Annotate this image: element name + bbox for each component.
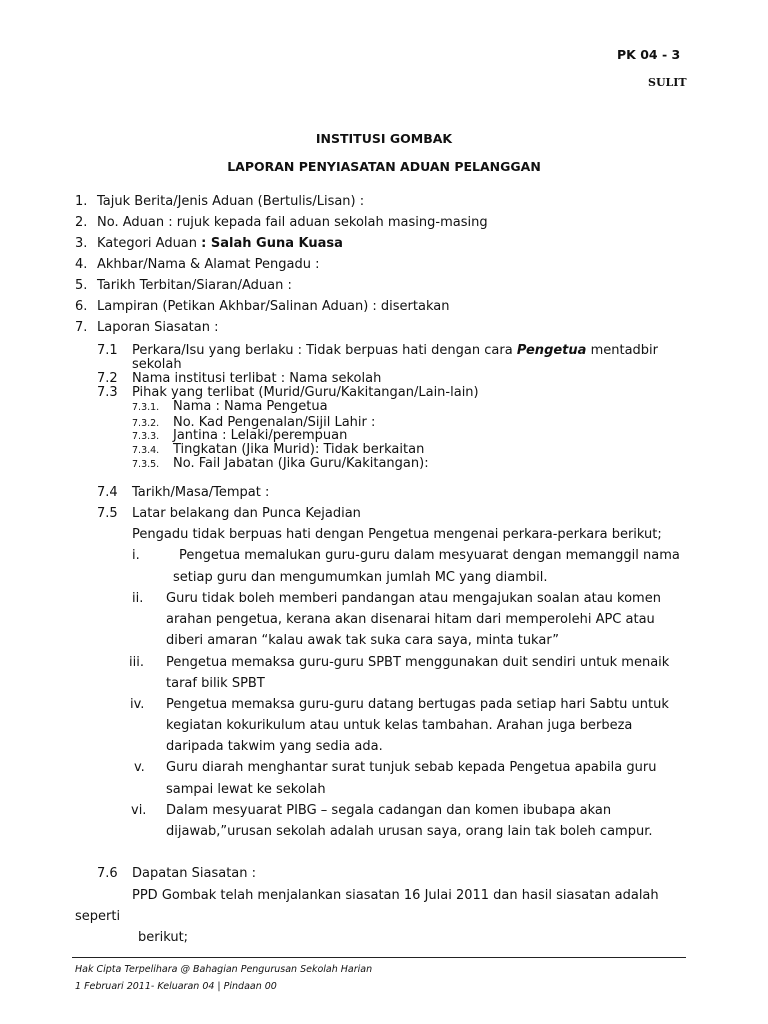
- list-item: [75, 299, 87, 314]
- subitem-number: 7.3.5.: [132, 459, 160, 470]
- section-7-5-text: Latar belakang dan Punca Kejadian: [132, 506, 361, 521]
- item-text: Tarikh Terbitan/Siaran/Aduan :: [97, 278, 292, 293]
- findings-line: seperti: [75, 909, 121, 924]
- point-line: kegiatan kokurikulum atau untuk kelas tambahan. Arahan juga berbeza: [166, 718, 633, 733]
- subitem-number: 7.3.3.: [132, 431, 160, 442]
- section-number: 7.5: [97, 506, 118, 521]
- section-7-6-text: Dapatan Siasatan :: [132, 866, 257, 881]
- section-7-1-cont: sekolah: [132, 357, 182, 372]
- item-text: [97, 236, 343, 251]
- item-text: Akhbar/Nama & Alamat Pengadu :: [97, 257, 320, 272]
- subitem-text: No. Kad Pengenalan/Sijil Lahir :: [173, 415, 376, 430]
- report-title: LAPORAN PENYIASATAN ADUAN PELANGGAN: [227, 159, 541, 174]
- point-number: ii.: [132, 591, 144, 606]
- item-number: 5.: [75, 278, 88, 293]
- findings-line: berikut;: [138, 930, 189, 945]
- footer-divider: [72, 957, 686, 958]
- item-text: No. Aduan : rujuk kepada fail aduan sekolah masing-masing: [97, 215, 488, 230]
- point-line: taraf bilik SPBT: [166, 676, 265, 691]
- subitem-text: Tingkatan (Jika Murid): Tidak berkaitan: [173, 442, 425, 457]
- category-value: : Salah Guna Kuasa: [201, 236, 343, 251]
- point-line: Guru tidak boleh memberi pandangan atau mengajukan soalan atau komen: [166, 591, 661, 606]
- list-item: [75, 257, 87, 272]
- point-number: i.: [132, 548, 140, 563]
- point-line: arahan pengetua, kerana akan disenarai hitam dari memperolehi APC atau: [166, 612, 655, 627]
- subitem-number: 7.3.2.: [132, 418, 160, 429]
- section-7-2-text: Nama institusi terlibat : Nama sekolah: [132, 371, 382, 386]
- section-7-1-text: [132, 343, 658, 358]
- emphasis-text: Pengetua: [516, 343, 587, 358]
- findings-line: PPD Gombak telah menjalankan siasatan 16 Julai 2011 dan hasil siasatan adalah: [132, 888, 659, 903]
- item-number: 6.: [75, 299, 88, 314]
- classification-label: SULIT: [648, 76, 687, 89]
- item-text: Tajuk Berita/Jenis Aduan (Bertulis/Lisan) :: [97, 194, 365, 209]
- item-number: 7.: [75, 320, 88, 335]
- subitem-number: 7.3.1.: [132, 402, 160, 413]
- footer-edition: 1 Februari 2011- Keluaran 04 | Pindaan 00: [75, 981, 277, 992]
- subitem-text: No. Fail Jabatan (Jika Guru/Kakitangan):: [173, 456, 429, 471]
- point-line: daripada takwim yang sedia ada.: [166, 739, 383, 754]
- point-number: vi.: [131, 803, 147, 818]
- point-number: v.: [134, 760, 145, 775]
- subitem-number: 7.3.4.: [132, 445, 160, 456]
- section-7-5-intro: Pengadu tidak berpuas hati dengan Pengetua mengenai perkara-perkara berikut;: [132, 527, 662, 542]
- point-line: setiap guru dan mengumumkan jumlah MC yang diambil.: [173, 570, 548, 585]
- list-item: [75, 320, 87, 335]
- item-number: 4.: [75, 257, 88, 272]
- section-number: 7.4: [97, 485, 118, 500]
- list-item: [75, 194, 87, 209]
- point-line: Pengetua memaksa guru-guru datang bertugas pada setiap hari Sabtu untuk: [166, 697, 669, 712]
- subitem-text: Nama : Nama Pengetua: [173, 399, 328, 414]
- section-7-3-text: Pihak yang terlibat (Murid/Guru/Kakitangan/Lain-lain): [132, 385, 479, 400]
- point-line: Pengetua memaksa guru-guru SPBT menggunakan duit sendiri untuk menaik: [166, 655, 670, 670]
- section-7-4-text: Tarikh/Masa/Tempat :: [132, 485, 270, 500]
- point-line: diberi amaran “kalau awak tak suka cara saya, minta tukar”: [166, 633, 559, 648]
- section-number: 7.1: [97, 343, 118, 358]
- item-number: 2.: [75, 215, 88, 230]
- issue-text: Perkara/Isu yang berlaku : Tidak berpuas hati dengan cara: [132, 343, 513, 358]
- list-item: [75, 215, 87, 230]
- footer-copyright: Hak Cipta Terpelihara @ Bahagian Pengurusan Sekolah Harian: [75, 964, 373, 975]
- section-number: 7.6: [97, 866, 118, 881]
- item-text: Lampiran (Petikan Akhbar/Salinan Aduan) : disertakan: [97, 299, 450, 314]
- section-number: 7.2: [97, 371, 118, 386]
- issue-tail: mentadbir: [590, 343, 659, 358]
- subitem-text: Jantina : Lelaki/perempuan: [173, 428, 348, 443]
- list-item: [75, 236, 87, 251]
- point-line: dijawab,”urusan sekolah adalah urusan saya, orang lain tak boleh campur.: [166, 824, 653, 839]
- item-label: Kategori Aduan: [97, 236, 198, 251]
- point-line: Guru diarah menghantar surat tunjuk sebab kepada Pengetua apabila guru: [166, 760, 657, 775]
- item-text: Laporan Siasatan :: [97, 320, 219, 335]
- section-number: 7.3: [97, 385, 118, 400]
- point-line: sampai lewat ke sekolah: [166, 782, 326, 797]
- point-number: iv.: [130, 697, 145, 712]
- document-ref: PK 04 - 3: [617, 47, 681, 62]
- point-number: iii.: [129, 655, 144, 670]
- item-number: 3.: [75, 236, 88, 251]
- item-number: 1.: [75, 194, 88, 209]
- institution-title: INSTITUSI GOMBAK: [315, 131, 453, 146]
- list-item: [75, 278, 87, 293]
- point-line: Dalam mesyuarat PIBG – segala cadangan dan komen ibubapa akan: [166, 803, 612, 818]
- point-line: Pengetua memalukan guru-guru dalam mesyuarat dengan memanggil nama: [179, 548, 680, 563]
